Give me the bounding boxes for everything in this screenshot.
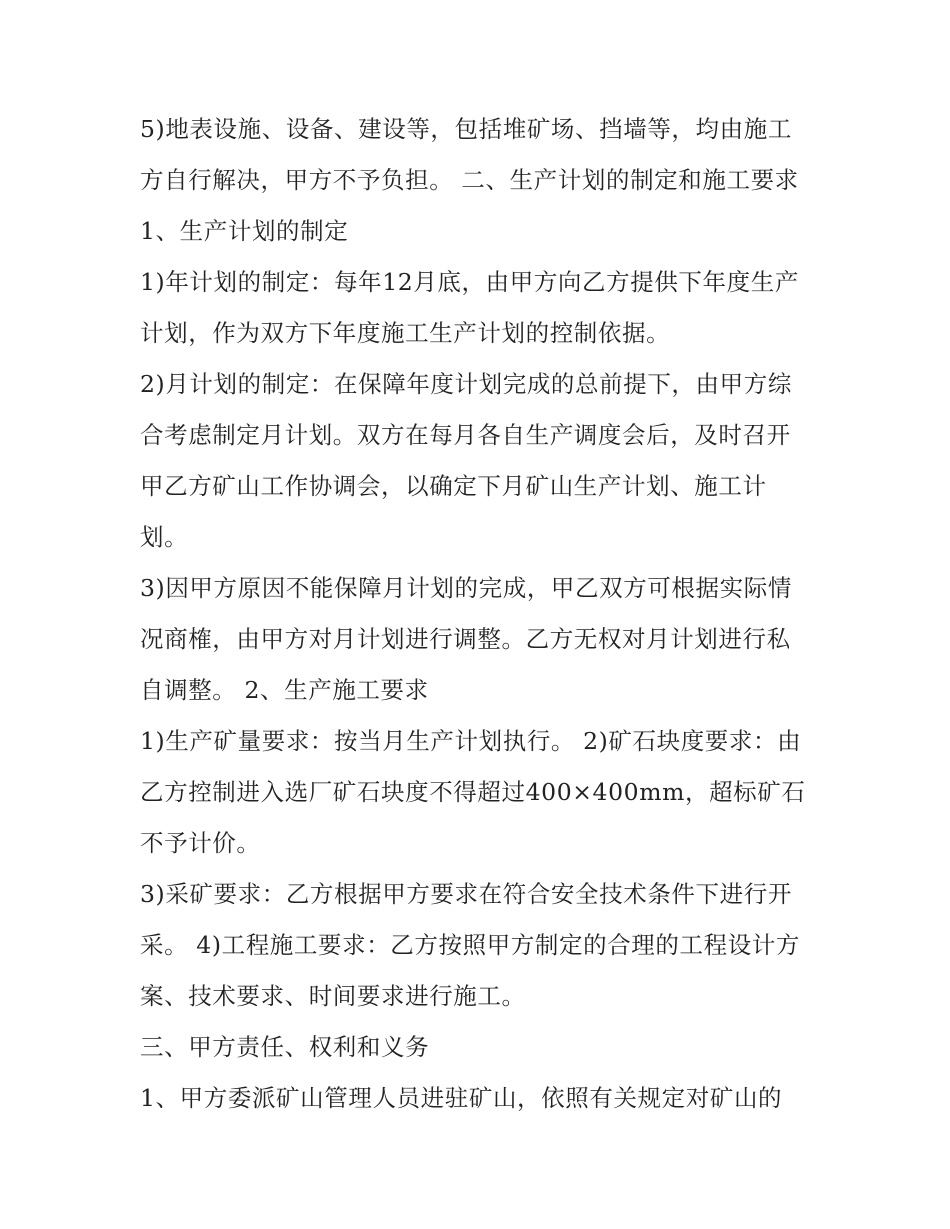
paragraph-annual-plan: 1)年计划的制定：每年12月底，由甲方向乙方提供下年度生产计划，作为双方下年度施工生产计划的控制依据。 <box>140 268 799 347</box>
paragraph-monthly-plan: 2)月计划的制定：在保障年度计划完成的总前提下，由甲方综合考虑制定月计划。双方在每月各自生产调度会后，及时召开甲乙方矿山工作协调会，以确定下月矿山生产计划、施工计划。 <box>140 370 792 551</box>
paragraph-ore-requirements: 1)生产矿量要求：按当月生产计划执行。 2)矿石块度要求：由乙方控制进入选厂矿石块度不得超过400×400mm，超标矿石不予计价。 <box>140 727 806 857</box>
section-heading-party-a: 三、甲方责任、权利和义务 <box>140 1033 430 1061</box>
document-body <box>140 104 812 1124</box>
paragraph-surface-facilities: 5)地表设施、设备、建设等，包括堆矿场、挡墙等，均由施工方自行解决，甲方不予负担。 二、生产计划的制定和施工要求 1、生产计划的制定 <box>140 115 799 245</box>
paragraph-plan-adjustment: 3)因甲方原因不能保障月计划的完成，甲乙双方可根据实际情况商榷，由甲方对月计划进行调整。乙方无权对月计划进行私自调整。 2、生产施工要求 <box>140 574 792 704</box>
paragraph-party-a-management: 1、甲方委派矿山管理人员进驻矿山，依照有关规定对矿山的 <box>140 1084 783 1112</box>
paragraph-mining-requirements: 3)采矿要求：乙方根据甲方要求在符合安全技术条件下进行开采。 4)工程施工要求：乙方按照甲方制定的合理的工程设计方案、技术要求、时间要求进行施工。 <box>140 880 800 1010</box>
